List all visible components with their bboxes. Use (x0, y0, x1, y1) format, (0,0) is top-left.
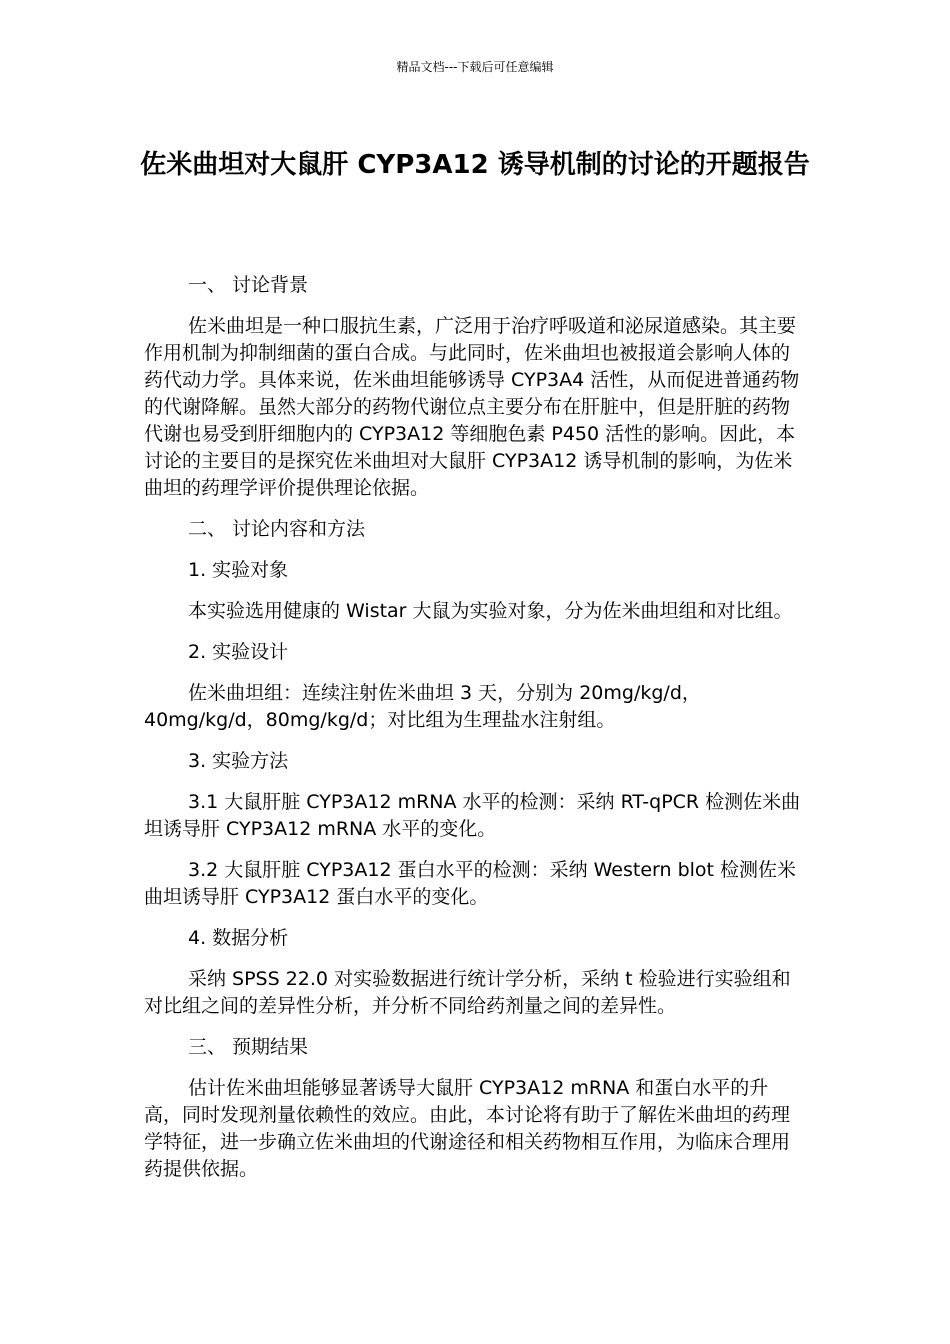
paragraph: 佐米曲坦组：连续注射佐米曲坦 3 天，分别为 20mg/kg/d，40mg/kg/d，80mg/kg/d；对比组为生理盐水注射组。 (144, 682, 701, 731)
paragraph: 3.1 大鼠肝脏 CYP3A12 mRNA 水平的检测：采纳 RT-qPCR 检测佐米曲坦诱导肝 CYP3A12 mRNA 水平的变化。 (144, 791, 801, 840)
paragraph: 3.2 大鼠肝脏 CYP3A12 蛋白水平的检测：采纳 Western blot 检测佐米曲坦诱导肝 CYP3A12 蛋白水平的变化。 (144, 859, 797, 908)
section-heading: 二、 讨论内容和方法 (188, 518, 366, 540)
subsection-heading: 4. 数据分析 (188, 927, 289, 949)
document-body (144, 272, 806, 1197)
paragraph: 估计佐米曲坦能够显著诱导大鼠肝 CYP3A12 mRNA 和蛋白水平的升高，同时发现剂量依赖性的效应。由此，本讨论将有助于了解佐米曲坦的药理学特征，进一步确立佐米曲坦的代谢途径和相关药物相互作用，为临床合理用药提供依据。 (144, 1077, 791, 1180)
paragraph: 本实验选用健康的 Wistar 大鼠为实验对象，分为佐米曲坦组和对比组。 (188, 600, 793, 622)
paragraph: 佐米曲坦是一种口服抗生素，广泛用于治疗呼吸道和泌尿道感染。其主要作用机制为抑制细菌的蛋白合成。与此同时，佐米曲坦也被报道会影响人体的药代动力学。具体来说，佐米曲坦能够诱导 CYP3A4 活性，从而促进普通药物的代谢降解。虽然大部分的药物代谢位点主要分布在肝脏中，但是肝脏的药物代谢也易受到肝细胞内的 CYP3A12 等细胞色素 P450 活性的影响。因此，本讨论的主要目的是探究佐米曲坦对大鼠肝 CYP3A12 诱导机制的影响，为佐米曲坦的药理学评价提供理论依据。 (144, 315, 800, 499)
header-note: 精品文档---下载后可任意编辑 (396, 60, 554, 74)
subsection-heading: 2. 实验设计 (188, 641, 289, 663)
document-title: 佐米曲坦对大鼠肝 CYP3A12 诱导机制的讨论的开题报告 (140, 150, 810, 180)
section-heading: 三、 预期结果 (188, 1036, 309, 1058)
paragraph: 采纳 SPSS 22.0 对实验数据进行统计学分析，采纳 t 检验进行实验组和对比组之间的差异性分析，并分析不同给药剂量之间的差异性。 (144, 968, 791, 1017)
subsection-heading: 3. 实验方法 (188, 750, 289, 772)
section-heading: 一、 讨论背景 (188, 274, 309, 296)
subsection-heading: 1. 实验对象 (188, 559, 289, 581)
